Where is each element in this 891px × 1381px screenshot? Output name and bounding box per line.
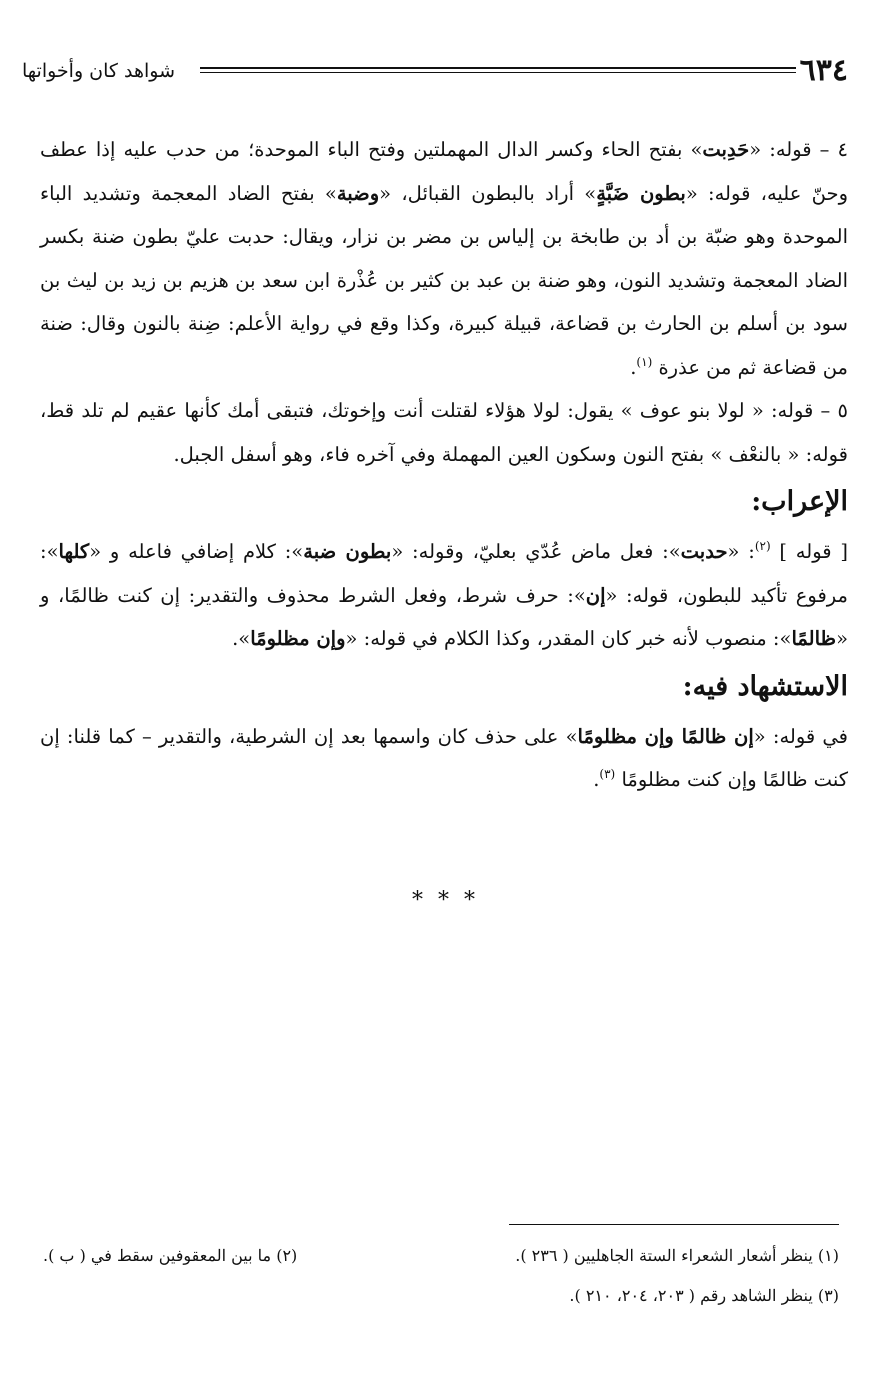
text-run: ». <box>232 627 251 650</box>
text-run: »: مرفوع تأكيد للبطون، قوله: « <box>40 540 848 607</box>
quoted-term: كلها <box>58 540 90 563</box>
footnote-1: (١) ينظر أشعار الشعراء الستة الجاهليين ( ٢٣٦ ). <box>515 1246 839 1265</box>
commentary-paragraph-4 <box>40 128 848 389</box>
commentary-paragraph-5: ٥ – قوله: « لولا بنو عوف » يقول: لولا هؤلاء لقتلت أنت وإخوتك، فتبقى أمك كأنها عقيم لم تلد قط، قوله: « بالنعْف » بفتح النون وسكون العين المهملة وفي آخره فاء، وهو أسفل الجبل. <box>40 399 848 466</box>
irab-paragraph <box>40 530 848 661</box>
text-run: [ قوله ] <box>779 540 848 563</box>
section-separator: * * * <box>412 888 479 913</box>
page-number: ٦٣٤ <box>799 53 848 88</box>
footnote-rule <box>509 1224 839 1225</box>
text-run: » على حذف كان واسمها بعد إن الشرطية، والتقدير – كما قلنا: إن كنت ظالمًا وإن كنت مظلومًا <box>40 724 848 791</box>
main-text <box>40 128 848 802</box>
quoted-term: إن <box>585 583 606 607</box>
text-run: . <box>593 768 600 791</box>
text-run: »: فعل ماض عُدّي بعليّ، وقوله: « <box>391 540 681 563</box>
text-run: » أراد بالبطون القبائل، « <box>379 181 597 205</box>
quoted-term: بطون ضَبَّةٍ <box>596 181 686 205</box>
text-run: » بفتح الحاء وكسر الدال المهملتين وفتح الباء الموحدة؛ من حدب عليه إذا عطف وحنّ عليه، قوله: « <box>40 138 848 205</box>
text-run: ٤ – قوله: « <box>749 138 848 161</box>
text-run: : « <box>727 540 755 563</box>
running-title: شواهد كان وأخواتها <box>22 60 176 82</box>
text-run: » بفتح الضاد المعجمة وتشديد الباء الموحدة وهو ضبّة بن أد بن طابخة بن إلياس بن مضر بن نزار، ويقال: حدبت عليّ بطون ضنة بكسر الضاد المعجمة وتشديد النون، وهو ضنة بن عبد بن كثير بن عُذْرة ابن سعد بن هزيم بن زيد بن ليث بن سود بن أسلم بن الحارث بن قضاعة، قبيلة كبيرة، وكذا وقع في رواية الأعلم: ضِنة بالنون وقال: ضنة من قضاعة ثم من عذرة <box>40 181 848 379</box>
text-run: »: حرف شرط، وفعل الشرط محذوف والتقدير: إن كنت ظالمًا، و « <box>40 583 848 650</box>
quoted-term: وإن مظلومًا <box>250 627 346 650</box>
quoted-term: حَدِبت <box>702 138 750 161</box>
quoted-term: حدبت <box>680 540 728 563</box>
quoted-term: إن ظالمًا وإن مظلومًا <box>577 724 754 748</box>
quoted-term: ظالمًا <box>791 627 837 650</box>
istishhad-paragraph <box>40 715 848 802</box>
header-rule <box>200 67 796 73</box>
page-header <box>22 50 848 92</box>
quoted-term: وضبة <box>336 181 380 205</box>
footnote-marker: (١) <box>636 354 653 369</box>
footnotes <box>43 1236 839 1316</box>
footnote-2: (٢) ما بين المعقوفين سقط في ( ب ). <box>43 1246 298 1265</box>
section-heading-irab: الإعراب: <box>751 486 848 517</box>
text-run: في قوله: « <box>753 724 849 748</box>
footnote-3: (٣) ينظر الشاهد رقم ( ٢٠٣، ٢٠٤، ٢١٠ ). <box>569 1286 839 1305</box>
footnote-row <box>43 1276 839 1316</box>
text-run: »: منصوب لأنه خبر كان المقدر، وكذا الكلام في قوله: « <box>345 627 792 650</box>
quoted-term: بطون ضبة <box>303 540 392 563</box>
footnote-row <box>43 1236 839 1276</box>
text-run: . <box>630 355 637 379</box>
footnote-marker: (٣) <box>599 767 616 781</box>
footnote-marker: (٢) <box>754 539 771 553</box>
section-heading-istishhad: الاستشهاد فيه: <box>682 670 848 702</box>
text-run: »: كلام إضافي فاعله و « <box>89 540 304 563</box>
